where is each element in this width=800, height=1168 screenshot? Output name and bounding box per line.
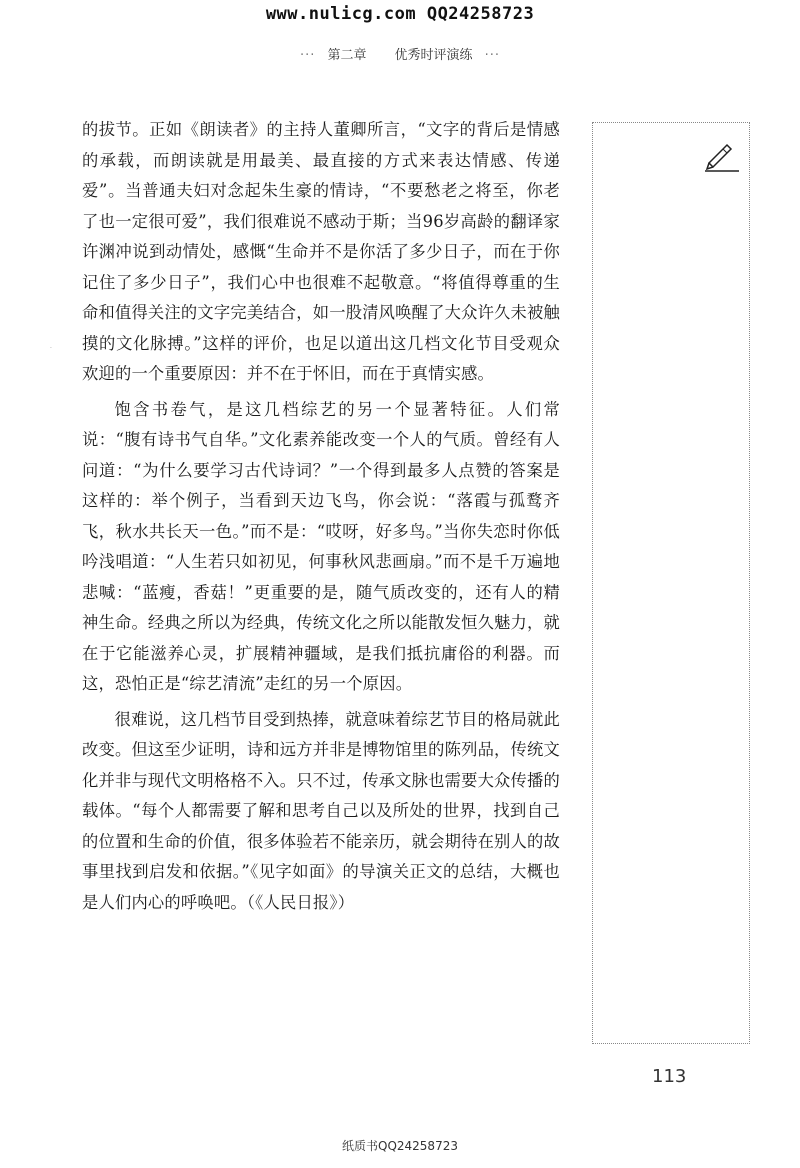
page-number: 113 bbox=[652, 1066, 687, 1087]
chapter-number: 第二章 bbox=[327, 48, 367, 63]
chapter-title: 优秀时评演练 bbox=[394, 48, 473, 63]
paragraph-2: 饱含书卷气，是这几档综艺的另一个显著特征。人们常说：“腹有诗书气自华。”文化素养能改变一个人的气质。曾经有人问道：“为什么要学习古代诗词？”一个得到最多人点赞的答案是这样的：举个例子，当看到天边飞鸟，你会说：“落霞与孤鹜齐飞，秋水共长天一色。”而不是：“哎呀，好多鸟。”当你失恋时你低吟浅唱道：“人生若只如初见，何事秋风悲画扇。”而不是千万遍地悲喊：“蓝瘦，香菇！”更重要的是，随气质改变的，还有人的精神生命。经典之所以为经典，传统文化之所以能散发恒久魅力，就在于它能滋养心灵，扩展精神疆域，是我们抵抗庸俗的利器。而这，恐怕正是“综艺清流”走红的另一个原因。 bbox=[82, 399, 560, 693]
notes-margin-box bbox=[592, 122, 750, 1044]
article-body bbox=[82, 115, 560, 923]
header-deco-left: ··· bbox=[299, 48, 316, 63]
scan-mark: · bbox=[50, 345, 52, 352]
pen-icon bbox=[701, 139, 741, 173]
paragraph-3: 很难说，这几档节目受到热捧，就意味着综艺节目的格局就此改变。但这至少证明，诗和远方并非是博物馆里的陈列品，传统文化并非与现代文明格格不入。只不过，传承文脉也需要大众传播的载体。“每个人都需要了解和思考自己以及所处的世界，找到自己的位置和生命的价值，很多体验若不能亲历，就会期待在别人的故事里找到启发和依据。”《见字如面》的导演关正文的总结，大概也是人们内心的呼唤吧。（《人民日报》） bbox=[82, 709, 560, 912]
watermark-url: www.nulicg.com QQ24258723 bbox=[265, 4, 535, 24]
paragraph-1: 的拔节。正如《朗读者》的主持人董卿所言，“文字的背后是情感的承载，而朗读就是用最美、最直接的方式来表达情感、传递爱”。当普通夫妇对念起朱生豪的情诗，“不要愁老之将至，你老了也一定很可爱”，我们很难说不感动于斯；当96岁高龄的翻译家许渊冲说到动情处，感慨“生命并不是你活了多少日子，而在于你记住了多少日子”，我们心中也很难不起敬意。“将值得尊重的生命和值得关注的文字完美结合，如一股清风唤醒了大众许久未被触摸的文化脉搏。”这样的评价，也足以道出这几档文化节目受观众欢迎的一个重要原因：并不在于怀旧，而在于真情实感。 bbox=[82, 120, 560, 383]
chapter-header bbox=[0, 44, 800, 63]
header-deco-right: ··· bbox=[484, 48, 501, 63]
footer-watermark: 纸质书QQ24258723 bbox=[342, 1139, 458, 1153]
